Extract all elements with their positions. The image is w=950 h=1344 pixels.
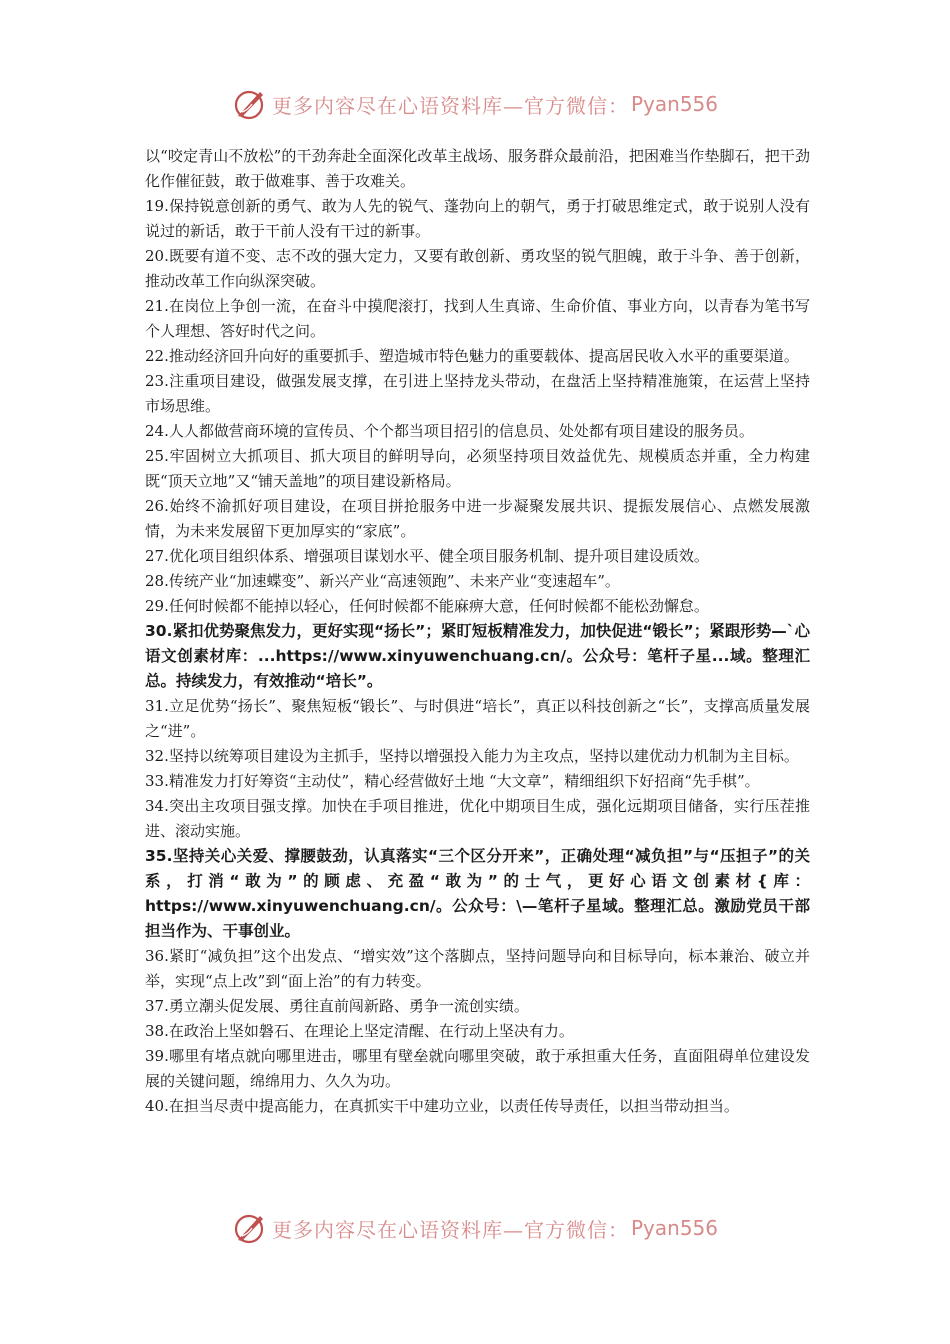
paragraph: 27.优化项目组织体系、增强项目谋划水平、健全项目服务机制、提升项目建设质效。: [145, 547, 709, 565]
paragraph: 32.坚持以统筹项目建设为主抓手，坚持以增强投入能力为主攻点，坚持以建优动力机制为主目标。: [145, 747, 799, 765]
document-body: [145, 144, 810, 1119]
header-banner: [0, 84, 950, 124]
paragraph: 19.保持锐意创新的勇气、敢为人先的锐气、蓬勃向上的朝气，勇于打破思维定式，敢于说别人没有说过的新话，敢于干前人没有干过的新事。: [145, 197, 810, 240]
paragraph: 28.传统产业“加速蝶变”、新兴产业“高速领跑”、未来产业“变速超车”。: [145, 572, 620, 590]
paragraph: 36.紧盯“减负担”这个出发点、“增实效”这个落脚点，坚持问题导向和目标导向，标本兼治、破立并举，实现“点上改”到“面上治”的有力转变。: [145, 947, 810, 990]
paragraph: 以“咬定青山不放松”的干劲奔赴全面深化改革主战场、服务群众最前沿，把困难当作垫脚石，把干劲化作催征鼓，敢于做难事、善于攻难关。: [145, 147, 810, 190]
paragraph: 26.始终不渝抓好项目建设，在项目拼抢服务中进一步凝聚发展共识、提振发展信心、点燃发展激情，为未来发展留下更加厚实的“家底”。: [145, 497, 810, 540]
paragraph: 22.推动经济回升向好的重要抓手、塑造城市特色魅力的重要载体、提高居民收入水平的重要渠道。: [145, 347, 799, 365]
paragraph: 39.哪里有堵点就向哪里进击，哪里有壁垒就向哪里突破，敢于承担重大任务，直面阻碍单位建设发展的关键问题，绵绵用力、久久为功。: [145, 1047, 810, 1090]
banner-text: 更多内容尽在心语资料库—官方微信：: [271, 93, 629, 118]
paragraph: 23.注重项目建设，做强发展支撑，在引进上坚持龙头带动，在盘活上坚持精准施策，在运营上坚持市场思维。: [145, 372, 810, 415]
paragraph: 35.坚持关心关爱、撑腰鼓劲，认真落实“三个区分开来”，正确处理“减负担”与“压担子”的关系，打消“敢为”的顾虑、充盈“敢为”的士气，更好心语文创素材{库：https://www.xinyuwenchuang.cn/。公众号：\—笔杆子星域。整理汇总。激励党员干部担当作为、干事创业。: [145, 847, 810, 940]
paragraph: 21.在岗位上争创一流，在奋斗中摸爬滚打，找到人生真谛、生命价值、事业方向，以青春为笔书写个人理想、答好时代之问。: [145, 297, 810, 340]
footer-banner: [0, 1208, 950, 1248]
paragraph: 40.在担当尽责中提高能力，在真抓实干中建功立业，以责任传导责任，以担当带动担当。: [145, 1097, 739, 1115]
paragraph: 31.立足优势“扬长”、聚焦短板“锻长”、与时俱进“培长”，真正以科技创新之“长”，支撑高质量发展之“进”。: [145, 697, 810, 740]
quill-logo-icon: [232, 86, 268, 122]
paragraph: 33.精准发力打好筹资“主动仗”，精心经营做好土地 “大文章”，精细组织下好招商“先手棋”。: [145, 772, 760, 790]
banner-wechat: Pyan556: [630, 92, 718, 116]
banner-text: 更多内容尽在心语资料库—官方微信：: [271, 1217, 629, 1242]
quill-logo-icon: [232, 1210, 268, 1246]
paragraph: 24.人人都做营商环境的宣传员、个个都当项目招引的信息员、处处都有项目建设的服务员。: [145, 422, 754, 440]
paragraph: 37.勇立潮头促发展、勇往直前闯新路、勇争一流创实绩。: [145, 997, 529, 1015]
paragraph: 25.牢固树立大抓项目、抓大项目的鲜明导向，必须坚持项目效益优先、规模质态并重，全力构建既“顶天立地”又“铺天盖地”的项目建设新格局。: [145, 447, 810, 490]
paragraph: 20.既要有道不变、志不改的强大定力，又要有敢创新、勇攻坚的锐气胆魄，敢于斗争、善于创新，推动改革工作向纵深突破。: [145, 247, 810, 290]
banner-wechat: Pyan556: [630, 1216, 718, 1240]
paragraph: 38.在政治上坚如磐石、在理论上坚定清醒、在行动上坚决有力。: [145, 1022, 574, 1040]
paragraph: 34.突出主攻项目强支撑。加快在手项目推进，优化中期项目生成，强化远期项目储备，实行压茬推进、滚动实施。: [145, 797, 810, 840]
paragraph: 30.紧扣优势聚焦发力，更好实现“扬长”；紧盯短板精准发力，加快促进“锻长”；紧跟形势—`心语文创素材库：...https://www.xinyuwenchuang.cn/。公众号：笔杆子星...域。整理汇总。持续发力，有效推动“培长”。: [145, 622, 810, 690]
paragraph: 29.任何时候都不能掉以轻心，任何时候都不能麻痹大意，任何时候都不能松劲懈怠。: [145, 597, 709, 615]
